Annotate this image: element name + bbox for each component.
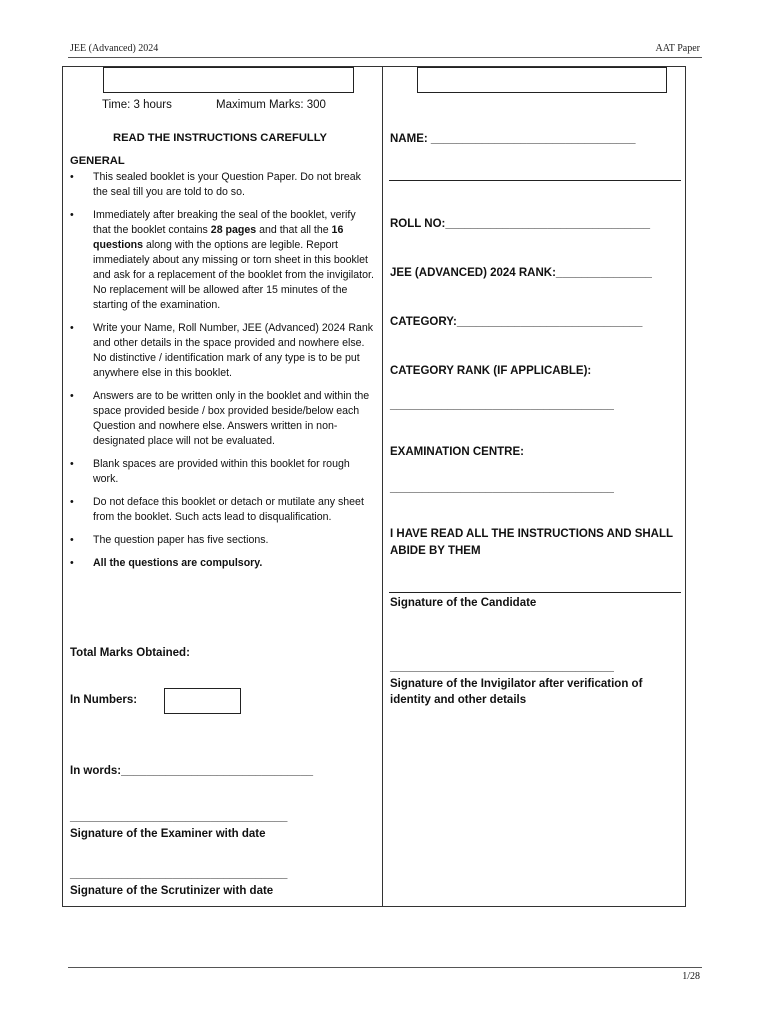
list-item: [70, 389, 376, 449]
name-field[interactable]: NAME: ________________________________: [390, 133, 636, 145]
bullet-icon: •: [70, 534, 74, 546]
total-marks-label: Total Marks Obtained:: [70, 647, 190, 659]
scrutinizer-signature-label: Signature of the Scrutinizer with date: [70, 885, 274, 897]
exam-centre-label: EXAMINATION CENTRE:: [390, 446, 524, 458]
instructions-title: READ THE INSTRUCTIONS CAREFULLY: [113, 132, 328, 144]
list-item: [70, 495, 376, 525]
instruction-text: Blank spaces are provided within this booklet for rough work.: [93, 458, 350, 485]
list-item: [70, 457, 376, 487]
instruction-text: The question paper has five sections.: [93, 534, 269, 546]
bullet-icon: •: [70, 390, 74, 402]
header-left-title: JEE (Advanced) 2024: [70, 43, 159, 54]
name-continuation-line: [389, 180, 681, 181]
header-right-title: AAT Paper: [655, 43, 700, 54]
examiner-signature-line[interactable]: __________________________________: [70, 811, 288, 823]
header-rule: [68, 57, 702, 58]
instruction-list: [70, 170, 376, 579]
instruction-text: This sealed booklet is your Question Paper. Do not break the seal till you are told to do so.: [93, 171, 361, 198]
pages-count: 28 pages: [210, 224, 257, 236]
list-item: [70, 556, 376, 571]
in-words-field[interactable]: In words:______________________________: [70, 765, 313, 777]
instruction-text: Do not deface this booklet or detach or mutilate any sheet from the booklet. Such acts lead to disqualification.: [93, 496, 364, 523]
list-item: [70, 170, 376, 200]
bullet-icon: •: [70, 171, 74, 183]
scrutinizer-signature-line[interactable]: __________________________________: [70, 868, 288, 880]
seal-box-right[interactable]: [417, 67, 667, 93]
instruction-text: Write your Name, Roll Number, JEE (Advanced) 2024 Rank and other details in the space provided and nowhere else. No distinctive / identification mark of any type is to be put anywhere else in this booklet.: [93, 322, 374, 379]
examiner-signature-label: Signature of the Examiner with date: [70, 828, 266, 840]
rank-field[interactable]: JEE (ADVANCED) 2024 RANK:_______________: [390, 267, 652, 279]
max-marks-label: Maximum Marks: 300: [216, 99, 326, 111]
category-rank-line[interactable]: ___________________________________: [390, 399, 614, 411]
marks-numbers-box[interactable]: [164, 688, 241, 714]
general-heading: GENERAL: [70, 155, 125, 167]
bullet-icon: •: [70, 496, 74, 508]
category-rank-label: CATEGORY RANK (IF APPLICABLE):: [390, 365, 592, 377]
time-label: Time: 3 hours: [102, 99, 172, 111]
list-item: [70, 533, 376, 548]
page-number: 1/28: [682, 971, 700, 982]
bullet-icon: •: [70, 458, 74, 470]
list-item: [70, 208, 376, 313]
exam-centre-line[interactable]: ___________________________________: [390, 482, 614, 494]
list-item: [70, 321, 376, 381]
in-numbers-label: In Numbers:: [70, 694, 138, 706]
roll-no-field[interactable]: ROLL NO:________________________________: [390, 218, 651, 230]
invigilator-signature-label-2: identity and other details: [390, 694, 527, 706]
candidate-signature-line: [389, 592, 681, 593]
instruction-text: Answers are to be written only in the booklet and within the space provided beside / box provided beside/below each Question and nowhere else. Answers written in non-designated place will not be evaluated.: [93, 390, 370, 447]
category-field[interactable]: CATEGORY:_____________________________: [390, 316, 643, 328]
bullet-icon: •: [70, 557, 74, 569]
column-divider: [382, 66, 383, 907]
declaration-line-2: ABIDE BY THEM: [390, 545, 481, 557]
instruction-text: All the questions are compulsory.: [93, 557, 263, 569]
declaration-line-1: I HAVE READ ALL THE INSTRUCTIONS AND SHALL: [390, 528, 674, 540]
invigilator-signature-label-1: Signature of the Invigilator after verification of: [390, 678, 643, 690]
bullet-icon: •: [70, 322, 74, 334]
instruction-text: Immediately after breaking the seal of the booklet, verify that the booklet contains 28 pages and that all the 16 questions along with the options are legible. Report immediately about any missing or torn sheet in this booklet and ask for a replacement of the booklet from the invigilator. No replacement will be allowed after 15 minutes of the starting of the examination.: [93, 209, 374, 311]
seal-box-left[interactable]: [103, 67, 354, 93]
candidate-signature-label: Signature of the Candidate: [390, 597, 537, 609]
bullet-icon: •: [70, 209, 74, 221]
footer-rule: [68, 967, 702, 968]
invigilator-signature-line[interactable]: ___________________________________: [390, 661, 614, 673]
questions-count: 16 questions: [93, 224, 344, 251]
